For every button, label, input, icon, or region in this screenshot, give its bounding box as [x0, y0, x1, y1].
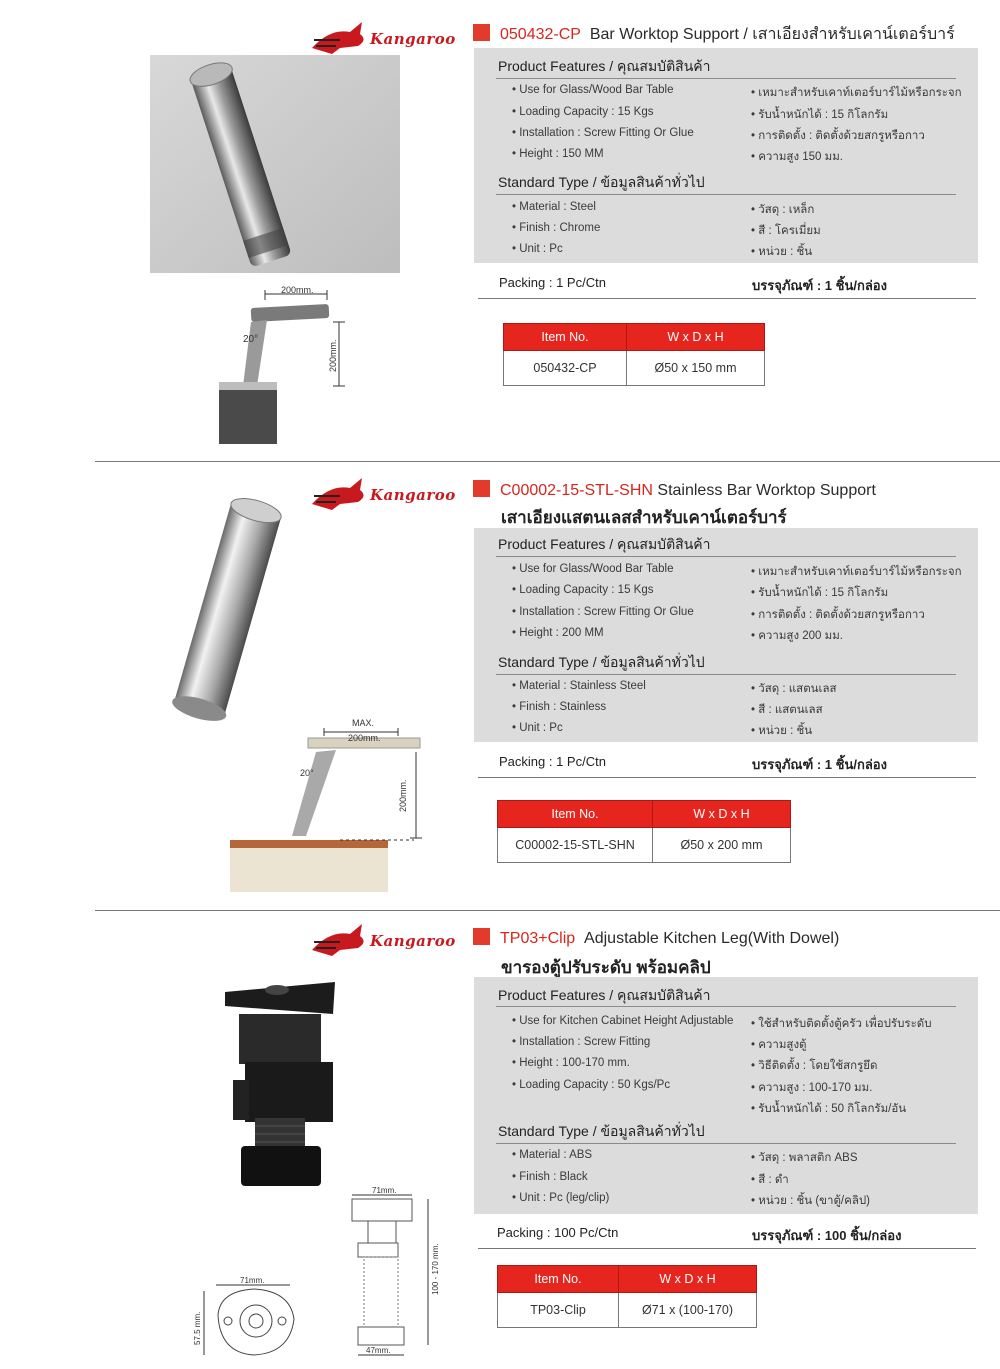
- dimension-diagram-1: [215, 282, 365, 447]
- dimension-header: W x D x H: [619, 1266, 757, 1293]
- dimension-header: W x D x H: [653, 801, 791, 828]
- feature-en: • Installation : Screw Fitting Or Glue: [512, 127, 694, 139]
- feature-th: • เหมาะสำหรับเคาท์เตอร์บาร์ไม้หรือกระจก: [751, 563, 962, 581]
- spec-panel: [474, 528, 978, 742]
- packing-en: Packing : 100 Pc/Ctn: [497, 1225, 619, 1240]
- dimension-diagram-2: [228, 716, 428, 892]
- features-rule: [496, 556, 956, 557]
- product-title-row: [473, 22, 955, 47]
- features-header: Product Features / คุณสมบัติสินค้า: [498, 58, 711, 74]
- packing-rule: [478, 298, 976, 299]
- item-table: [497, 1265, 757, 1328]
- product-code: C00002-15-STL-SHN: [500, 482, 653, 499]
- standard-en: • Finish : Black: [512, 1171, 588, 1183]
- packing-en: Packing : 1 Pc/Ctn: [499, 754, 606, 769]
- kangaroo-icon: [310, 18, 370, 58]
- dim-plate-width: 71mm.: [240, 1276, 265, 1285]
- dim-width-label: 200mm.: [281, 285, 314, 295]
- brand-logo: [310, 18, 460, 58]
- dimension-header: W x D x H: [627, 324, 765, 351]
- product-title-row: [473, 928, 839, 948]
- standard-th: • หน่วย : ชิ้น: [751, 243, 812, 261]
- packing-rule: [478, 1248, 976, 1249]
- section-divider: [95, 461, 1000, 462]
- spec-panel: [474, 977, 978, 1214]
- standard-th: • วัสดุ : พลาสติก ABS: [751, 1149, 858, 1167]
- product-title-thai: เสาเอียงแสตนเลสสำหรับเคาน์เตอร์บาร์: [501, 508, 787, 527]
- packing-rule: [478, 777, 976, 778]
- standard-header: Standard Type / ข้อมูลสินค้าทั่วไป: [498, 1123, 705, 1139]
- dim-width-label: 200mm.: [348, 733, 381, 743]
- standard-en: • Material : ABS: [512, 1149, 592, 1161]
- standard-th: • สี : แสตนเลส: [751, 701, 823, 719]
- feature-en: • Loading Capacity : 15 Kgs: [512, 106, 654, 118]
- packing-th: บรรจุภัณฑ์ : 1 ชิ้น/กล่อง: [752, 278, 887, 293]
- packing-th: บรรจุภัณฑ์ : 1 ชิ้น/กล่อง: [752, 757, 887, 772]
- item-no-header: Item No.: [498, 801, 653, 828]
- title-square-marker: [473, 928, 490, 945]
- standard-en: • Material : Stainless Steel: [512, 680, 646, 692]
- product-title-row: [473, 480, 876, 500]
- dim-max-label: MAX.: [352, 718, 375, 728]
- feature-th: • รับน้ำหนักได้ : 15 กิโลกรัม: [751, 106, 888, 124]
- feature-th: • รับน้ำหนักได้ : 15 กิโลกรัม: [751, 584, 888, 602]
- product-photo-stainless-support: [140, 490, 340, 740]
- dimension-diagram-3-side: [340, 1185, 450, 1360]
- brand-logo-text: Kangaroo: [370, 486, 456, 504]
- brand-logo-text: Kangaroo: [370, 30, 456, 48]
- standard-en: • Finish : Chrome: [512, 222, 600, 234]
- dim-height-range: 100 - 170 mm.: [431, 1243, 440, 1295]
- standard-en: • Finish : Stainless: [512, 701, 606, 713]
- kangaroo-icon: [310, 920, 370, 960]
- feature-en: • Installation : Screw Fitting Or Glue: [512, 606, 694, 618]
- standard-th: • วัสดุ : เหล็ก: [751, 201, 814, 219]
- feature-en: • Use for Glass/Wood Bar Table: [512, 563, 674, 575]
- feature-en: • Loading Capacity : 50 Kgs/Pc: [512, 1079, 670, 1091]
- feature-en: • Height : 150 MM: [512, 148, 604, 160]
- title-square-marker: [473, 24, 490, 41]
- feature-en: • Height : 200 MM: [512, 627, 604, 639]
- dimension-diagram-3-plate: [190, 1275, 320, 1363]
- item-no-cell: C00002-15-STL-SHN: [498, 828, 653, 863]
- feature-th: • การติดตั้ง : ติดตั้งด้วยสกรูหรือกาว: [751, 606, 925, 624]
- dimension-cell: Ø71 x (100-170): [619, 1293, 757, 1328]
- standard-en: • Material : Steel: [512, 201, 596, 213]
- standard-header: Standard Type / ข้อมูลสินค้าทั่วไป: [498, 174, 705, 190]
- standard-th: • สี : โครเมี่ยม: [751, 222, 821, 240]
- standard-en: • Unit : Pc: [512, 243, 563, 255]
- feature-th: • ความสูง : 100-170 มม.: [751, 1079, 872, 1097]
- product-photo-bar-support-chrome: [150, 55, 400, 273]
- feature-th: • ใช้สำหรับติดตั้งตู้ครัว เพื่อปรับระดับ: [751, 1015, 932, 1033]
- feature-th: • ความสูง 150 มม.: [751, 148, 843, 166]
- standard-en: • Unit : Pc: [512, 722, 563, 734]
- standard-th: • หน่วย : ชิ้น (ขาตู้/คลิป): [751, 1192, 870, 1210]
- feature-en: • Use for Glass/Wood Bar Table: [512, 84, 674, 96]
- standard-rule: [496, 674, 956, 675]
- dim-plate-depth: 57.5 mm.: [193, 1311, 202, 1345]
- brand-logo-text: Kangaroo: [370, 932, 456, 950]
- dim-height-label: 200mm.: [398, 779, 408, 812]
- standard-header: Standard Type / ข้อมูลสินค้าทั่วไป: [498, 654, 705, 670]
- spec-panel: [474, 48, 978, 263]
- item-no-cell: TP03-Clip: [498, 1293, 619, 1328]
- standard-rule: [496, 1143, 956, 1144]
- standard-en: • Unit : Pc (leg/clip): [512, 1192, 609, 1204]
- feature-th: • ความสูงตู้: [751, 1036, 807, 1054]
- dim-top-width: 71mm.: [372, 1186, 397, 1195]
- feature-en: • Height : 100-170 mm.: [512, 1057, 630, 1069]
- section-divider: [95, 910, 1000, 911]
- brand-logo: [310, 920, 460, 960]
- product-photo-kitchen-leg: [215, 978, 350, 1208]
- item-no-header: Item No.: [498, 1266, 619, 1293]
- feature-th: • ความสูง 200 มม.: [751, 627, 843, 645]
- feature-th: • การติดตั้ง : ติดตั้งด้วยสกรูหรือกาว: [751, 127, 925, 145]
- feature-th: • วิธีติดตั้ง : โดยใช้สกรูยึด: [751, 1057, 878, 1075]
- features-rule: [496, 1006, 956, 1007]
- product-title: Stainless Bar Worktop Support: [657, 482, 876, 499]
- features-header: Product Features / คุณสมบัติสินค้า: [498, 536, 711, 552]
- product-code: 050432-CP: [500, 26, 581, 43]
- item-no-header: Item No.: [504, 324, 627, 351]
- standard-th: • สี : ดำ: [751, 1171, 789, 1189]
- feature-en: • Loading Capacity : 15 Kgs: [512, 584, 654, 596]
- product-title: Bar Worktop Support / เสาเอียงสำหรับเคาน์เตอร์บาร์: [589, 26, 955, 43]
- dim-angle-label: 20°: [300, 768, 314, 778]
- standard-th: • หน่วย : ชิ้น: [751, 722, 812, 740]
- product-title: Adjustable Kitchen Leg(With Dowel): [584, 930, 840, 947]
- dim-bottom-width: 47mm.: [366, 1346, 391, 1355]
- features-rule: [496, 78, 956, 79]
- product-code: TP03+Clip: [500, 930, 576, 947]
- packing-en: Packing : 1 Pc/Ctn: [499, 275, 606, 290]
- item-no-cell: 050432-CP: [504, 351, 627, 386]
- dim-height-label: 200mm.: [328, 339, 338, 372]
- dimension-cell: Ø50 x 200 mm: [653, 828, 791, 863]
- dimension-cell: Ø50 x 150 mm: [627, 351, 765, 386]
- standard-rule: [496, 194, 956, 195]
- standard-th: • วัสดุ : แสตนเลส: [751, 680, 837, 698]
- product-title-thai: ขารองตู้ปรับระดับ พร้อมคลิป: [501, 958, 711, 977]
- title-square-marker: [473, 480, 490, 497]
- packing-th: บรรจุภัณฑ์ : 100 ชิ้น/กล่อง: [752, 1228, 902, 1243]
- feature-th: • เหมาะสำหรับเคาท์เตอร์บาร์ไม้หรือกระจก: [751, 84, 962, 102]
- features-header: Product Features / คุณสมบัติสินค้า: [498, 987, 711, 1003]
- item-table: [503, 323, 765, 386]
- item-table: [497, 800, 791, 863]
- feature-th: • รับน้ำหนักได้ : 50 กิโลกรัม/อัน: [751, 1100, 906, 1118]
- feature-en: • Installation : Screw Fitting: [512, 1036, 650, 1048]
- dim-angle-label: 20°: [243, 334, 259, 345]
- feature-en: • Use for Kitchen Cabinet Height Adjustable: [512, 1015, 733, 1027]
